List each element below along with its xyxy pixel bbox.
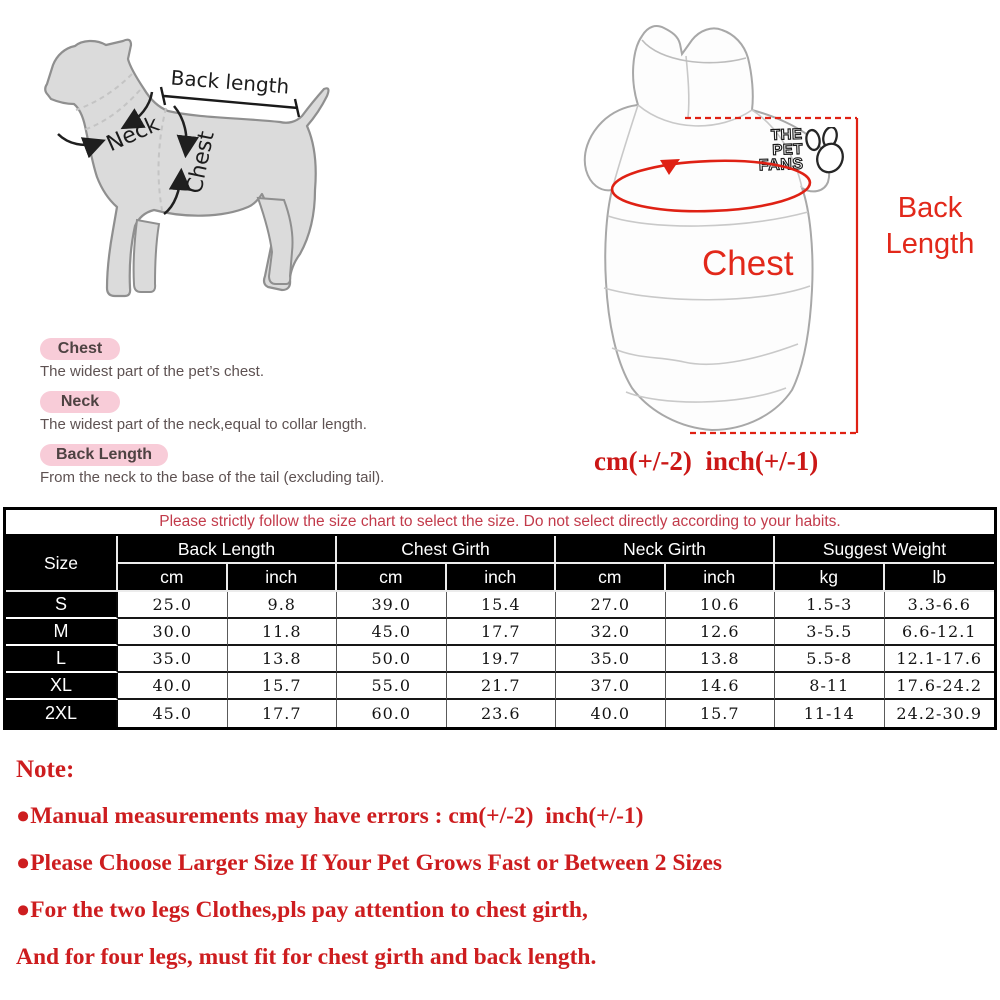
table-row-xl — [6, 673, 994, 700]
chest-cm: 50.0 — [337, 646, 447, 673]
size-chart-table — [3, 507, 997, 730]
weight-kg: 3-5.5 — [775, 619, 885, 646]
neck-inch: 10.6 — [666, 592, 776, 619]
table-row-2xl — [6, 700, 994, 727]
dog-neck-label: Neck — [102, 111, 164, 158]
pet-fans-logo — [732, 127, 804, 174]
unit-header-cm: cm — [118, 564, 228, 592]
unit-header-cm: cm — [556, 564, 666, 592]
back-inch: 9.8 — [228, 592, 338, 619]
back-inch: 13.8 — [228, 646, 338, 673]
neck-cm: 32.0 — [556, 619, 666, 646]
weight-kg: 11-14 — [775, 700, 885, 727]
tolerance-note: cm(+/-2) inch(+/-1) — [594, 446, 819, 476]
definition-badge-back-length: Back Length — [40, 444, 168, 466]
definition-badge-chest: Chest — [40, 338, 120, 360]
back-inch: 17.7 — [228, 700, 338, 727]
weight-kg: 1.5-3 — [775, 592, 885, 619]
dog-far-front-leg — [134, 220, 159, 292]
size-label: 2XL — [6, 700, 118, 727]
size-chart-section — [3, 507, 997, 730]
logo-line-pet: PET — [772, 140, 804, 159]
neck-inch: 13.8 — [666, 646, 776, 673]
jacket-back-length-label — [870, 190, 990, 262]
back-inch: 15.7 — [228, 673, 338, 700]
neck-cm: 40.0 — [556, 700, 666, 727]
neck-inch: 14.6 — [666, 673, 776, 700]
unit-header-inch: inch — [666, 564, 776, 592]
logo-line-fans: FANS — [758, 155, 804, 175]
size-chart-notice: Please strictly follow the size chart to select the size. Do not select directly according to your habits. — [6, 510, 994, 536]
column-header-suggest-weight: Suggest Weight — [775, 536, 994, 564]
weight-lb: 24.2-30.9 — [896, 704, 983, 723]
chest-inch: 17.7 — [447, 619, 557, 646]
definition-text-chest: The widest part of the pet’s chest. — [40, 363, 265, 380]
chest-cm: 60.0 — [337, 700, 447, 727]
definition-badge-neck: Neck — [40, 391, 120, 413]
weight-lb: 6.6-12.1 — [885, 619, 995, 646]
chest-inch: 21.7 — [447, 673, 557, 700]
note-title: Note: — [16, 756, 75, 783]
weight-kg: 5.5-8 — [775, 646, 885, 673]
size-label: M — [6, 619, 118, 646]
chest-cm: 55.0 — [337, 673, 447, 700]
chest-inch: 15.4 — [447, 592, 557, 619]
unit-header-inch: inch — [447, 564, 557, 592]
jacket-outline — [585, 26, 829, 430]
table-row-m — [6, 619, 994, 646]
neck-inch: 15.7 — [666, 700, 776, 727]
chest-inch: 23.6 — [447, 700, 557, 727]
unit-header-lb: lb — [885, 564, 995, 592]
note-line-3: ●For the two legs Clothes,pls pay attention to chest girth, — [16, 897, 588, 923]
dog-back-length-label: Back length — [169, 65, 291, 99]
jacket-chest-label: Chest — [702, 244, 794, 283]
back-inch: 11.8 — [228, 619, 338, 646]
column-header-neck-girth: Neck Girth — [556, 536, 775, 564]
column-header-chest-girth: Chest Girth — [337, 536, 556, 564]
chest-inch: 19.7 — [447, 646, 557, 673]
size-label: XL — [6, 673, 118, 700]
back-cm: 25.0 — [118, 592, 228, 619]
column-header-size: Size — [6, 536, 118, 592]
neck-cm: 35.0 — [556, 646, 666, 673]
table-row-s — [6, 592, 994, 619]
neck-cm: 27.0 — [556, 592, 666, 619]
weight-lb: 12.1-17.6 — [885, 646, 995, 673]
note-line-4: And for four legs, must fit for chest girth and back length. — [16, 944, 597, 970]
table-row-l — [6, 646, 994, 673]
neck-cm: 37.0 — [556, 673, 666, 700]
chest-cm: 45.0 — [337, 619, 447, 646]
weight-lb: 17.6-24.2 — [885, 673, 995, 700]
weight-kg: 8-11 — [775, 673, 885, 700]
neck-inch: 12.6 — [666, 619, 776, 646]
back-cm: 40.0 — [118, 673, 228, 700]
table-notice-row — [6, 510, 994, 536]
unit-header-inch: inch — [228, 564, 338, 592]
measurement-definitions — [40, 338, 510, 497]
note-line-1: ●Manual measurements may have errors : cm(+/-2) inch(+/-1) — [16, 803, 644, 829]
note-line-2: ●Please Choose Larger Size If Your Pet Grows Fast or Between 2 Sizes — [16, 850, 723, 876]
back-cm: 45.0 — [118, 700, 228, 727]
definition-text-back-length: From the neck to the base of the tail (excluding tail). — [40, 469, 385, 486]
jacket-back-length-line1: Back — [897, 192, 963, 224]
back-cm: 35.0 — [118, 646, 228, 673]
jacket-back-length-line2: Length — [885, 228, 975, 260]
definition-text-neck: The widest part of the neck,equal to collar length. — [40, 416, 367, 433]
jacket-sketch — [560, 10, 890, 455]
table-header-row-1 — [6, 536, 994, 564]
unit-header-kg: kg — [775, 564, 885, 592]
chest-cm: 39.0 — [337, 592, 447, 619]
paw-print-icon — [799, 127, 857, 177]
back-cm: 30.0 — [118, 619, 228, 646]
dog-far-rear-leg — [258, 198, 293, 284]
weight-lb: 3.3-6.6 — [885, 592, 995, 619]
table-header-row-2 — [6, 564, 994, 592]
note-section — [16, 753, 981, 988]
size-label: S — [6, 592, 118, 619]
unit-header-cm: cm — [337, 564, 447, 592]
logo-line-the: THE — [770, 125, 803, 144]
dog-chest-label: Chest — [182, 129, 220, 196]
size-label: L — [6, 646, 118, 673]
column-header-back-length: Back Length — [118, 536, 337, 564]
